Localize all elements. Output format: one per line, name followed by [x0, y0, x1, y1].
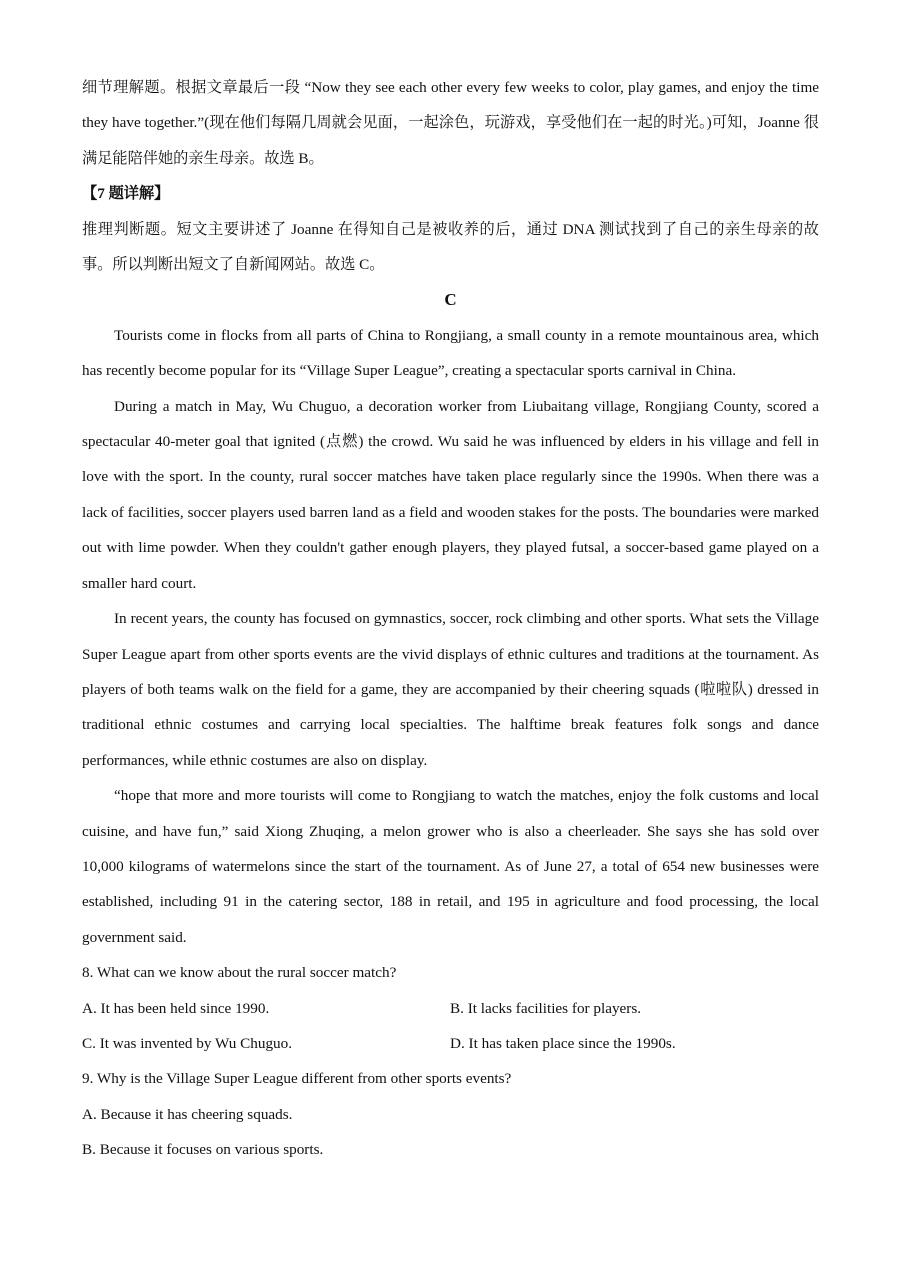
passage-paragraph-1: Tourists come in flocks from all parts of China to Rongjiang, a small county in a remote mountainous area, which has recently become popular for its “Village Super League”, creating a spectacular sports carnival in China. — [82, 326, 819, 380]
q6-analysis-paragraph: 细节理解题。根据文章最后一段 “Now they see each other every few weeks to color, play games, and enjoy the time they have together.”(现在他们每隔几周就会见面，一起涂色，玩游戏，享受他们在一起的时光。)可知，Joanne 很满足能陪伴她的亲生母亲。故选 B。 — [82, 79, 819, 167]
question-8-options-row-2 — [82, 1026, 819, 1061]
question-9-option-b: B. Because it focuses on various sports. — [82, 1141, 324, 1159]
question-8-option-c: C. It was invented by Wu Chuguo. — [82, 1034, 293, 1052]
passage-paragraph-3: In recent years, the county has focused on gymnastics, soccer, rock climbing and other sports. What sets the Village Super League apart from other sports events are the vivid displays of ethnic cultures and traditions at the tournament. As players of both teams walk on the field for a game, they are accompanied by their cheering squads (啦啦队) dressed in traditional ethnic costumes and carrying local specialties. The halftime break features folk songs and dance performances, while ethnic costumes are also on display. — [82, 610, 819, 769]
q7-analysis-heading: 【7 题详解】 — [82, 185, 170, 203]
question-8-stem: 8. What can we know about the rural soccer match? — [82, 964, 397, 982]
question-8-option-d: D. It has taken place since the 1990s. — [450, 1034, 676, 1052]
question-8-option-a: A. It has been held since 1990. — [82, 999, 270, 1017]
passage-paragraph-4: “hope that more and more tourists will come to Rongjiang to watch the matches, enjoy the folk customs and local cuisine, and have fun,” said Xiong Zhuqing, a melon grower who is also a cheerleader. She says she has sold over 10,000 kilograms of watermelons since the start of the tournament. As of June 27, a total of 654 new businesses were established, including 91 in the catering sector, 188 in retail, and 195 in agriculture and food processing, the local government said. — [82, 787, 819, 946]
q7-analysis-paragraph: 推理判断题。短文主要讲述了 Joanne 在得知自己是被收养的后，通过 DNA 测试找到了自己的亲生母亲的故事。所以判断出短文了自新闻网站。故选 C。 — [82, 220, 819, 274]
passage-title: C — [444, 290, 457, 310]
question-9-option-a: A. Because it has cheering squads. — [82, 1105, 293, 1123]
passage-paragraph-2: During a match in May, Wu Chuguo, a decoration worker from Liubaitang village, Rongjiang County, scored a spectacular 40-meter goal that ignited (点燃) the crowd. Wu said he was influenced by elders in his village and fell in love with the sport. In the county, rural soccer matches have taken place regularly since the 1990s. When there was a lack of facilities, soccer players used barren land as a field and wooden stakes for the posts. The boundaries were marked out with lime powder. When they couldn't gather enough players, they played futsal, a soccer-based game played on a smaller hard court. — [82, 397, 819, 592]
question-8-option-b: B. It lacks facilities for players. — [450, 999, 642, 1017]
question-9-stem: 9. Why is the Village Super League different from other sports events? — [82, 1070, 512, 1088]
document-page — [82, 70, 819, 1168]
question-8-options-row-1 — [82, 991, 819, 1026]
